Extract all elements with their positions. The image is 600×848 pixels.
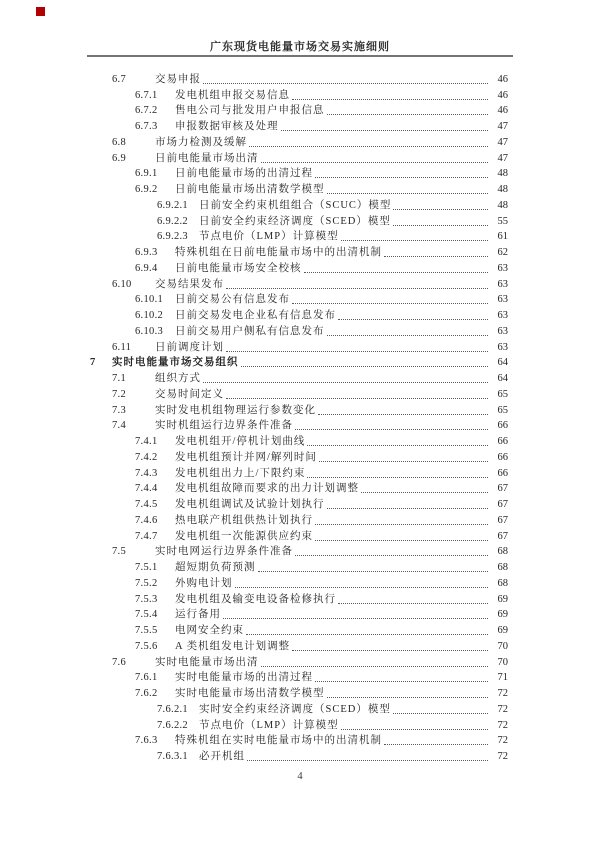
toc-entry-number: 6.9.1 — [135, 168, 158, 180]
toc-entry[interactable] — [86, 149, 508, 165]
toc-entry-page: 70 — [497, 640, 508, 652]
toc-entry-title: 特殊机组在实时电能量市场中的出清机制 — [175, 735, 382, 747]
toc-entry[interactable] — [86, 432, 508, 448]
toc-entry-number: 7.6.2.2 — [157, 719, 188, 731]
toc-entry-number: 7.4.1 — [135, 436, 158, 447]
toc-entry-title: 外购电计划 — [175, 577, 233, 589]
toc-leader-dots — [203, 83, 488, 84]
toc-entry[interactable] — [86, 369, 508, 385]
toc-entry-title: 日前调度计划 — [155, 341, 224, 353]
toc-entry[interactable] — [86, 306, 508, 322]
toc-entry[interactable] — [86, 70, 508, 86]
toc-entry-page: 69 — [497, 593, 508, 605]
toc-entry-title: 日前安全约束机组组合（SCUC）模型 — [199, 199, 392, 211]
toc-leader-dots — [327, 697, 489, 698]
toc-leader-dots — [384, 744, 488, 745]
toc-entry-number: 6.7.3 — [135, 121, 158, 132]
toc-entry-page: 72 — [497, 735, 508, 747]
toc-leader-dots — [226, 398, 488, 399]
toc-entry-number: 7.2 — [112, 388, 127, 400]
toc-entry-page: 65 — [497, 388, 508, 400]
toc-leader-dots — [327, 114, 489, 115]
toc-leader-dots — [341, 729, 488, 730]
toc-entry-number: 7.6.3 — [135, 735, 158, 747]
toc-entry-page: 68 — [497, 562, 508, 573]
toc-entry-number: 6.9 — [112, 152, 127, 164]
toc-entry[interactable] — [86, 480, 508, 496]
toc-leader-dots — [292, 99, 488, 100]
toc-entry-page: 63 — [497, 310, 508, 321]
toc-entry-page: 64 — [497, 373, 508, 384]
toc-entry-page: 48 — [497, 168, 508, 180]
toc-entry-page: 66 — [497, 451, 508, 463]
toc-entry-number: 7.4.6 — [135, 514, 158, 526]
toc-entry-page: 47 — [497, 152, 508, 164]
toc-entry-number: 7.6.2.1 — [157, 703, 188, 715]
toc-entry[interactable] — [86, 259, 508, 275]
toc-entry-page: 69 — [497, 609, 508, 621]
toc-entry-number: 7.6 — [112, 656, 127, 668]
toc-entry-page: 46 — [497, 105, 508, 117]
toc-entry-title: 申报数据审核及处理 — [175, 121, 279, 132]
toc-entry-number: 7.5.4 — [135, 609, 158, 621]
toc-entry-title: 发电机组一次能源供应约束 — [175, 530, 313, 542]
toc-entry-title: 发电机组及输变电设备检修执行 — [175, 593, 336, 605]
toc-entry-title: 日前电能量市场出清数学模型 — [175, 184, 325, 195]
toc-entry-number: 7.5.3 — [135, 593, 158, 605]
toc-entry[interactable] — [86, 275, 508, 291]
toc-entry[interactable] — [86, 291, 508, 307]
toc-entry-number: 6.11 — [112, 341, 132, 353]
toc-entry-title: 实时电网运行边界条件准备 — [155, 546, 293, 558]
toc-entry-title: 发电机组预计并网/解列时间 — [175, 451, 317, 463]
toc-entry-title: 交易结果发布 — [155, 278, 224, 290]
toc-entry[interactable] — [86, 228, 508, 244]
toc-entry-title: 日前安全约束经济调度（SCED）模型 — [199, 215, 391, 227]
toc-leader-dots — [246, 634, 488, 635]
header-divider-rule — [87, 55, 513, 57]
toc-entry-page: 55 — [497, 215, 508, 227]
toc-entry[interactable] — [86, 354, 508, 370]
toc-entry-number: 6.9.2.2 — [157, 215, 188, 227]
toc-entry-page: 68 — [497, 577, 508, 589]
toc-entry-number: 7.4.5 — [135, 499, 158, 510]
toc-entry[interactable] — [86, 653, 508, 669]
toc-entry[interactable] — [86, 716, 508, 732]
toc-leader-dots — [249, 146, 488, 147]
toc-entry-title: 特殊机组在日前电能量市场中的出清机制 — [175, 247, 382, 258]
red-stamp-marker — [36, 7, 45, 16]
toc-leader-dots — [241, 366, 489, 367]
toc-entry[interactable] — [86, 747, 508, 763]
toc-entry-number: 7.4.7 — [135, 530, 158, 542]
toc-entry-title: 市场力检测及缓解 — [155, 136, 247, 148]
toc-entry-number: 7.4.2 — [135, 451, 158, 463]
toc-entry-page: 48 — [497, 184, 508, 195]
toc-entry-title: 超短期负荷预测 — [175, 562, 256, 573]
page-number: 4 — [297, 771, 303, 782]
toc-entry-title: 运行备用 — [175, 609, 221, 621]
toc-entry[interactable] — [86, 637, 508, 653]
toc-entry-title: 实时电能量市场出清数学模型 — [175, 688, 325, 699]
toc-entry-page: 61 — [497, 231, 508, 243]
toc-entry-number: 7.5.2 — [135, 577, 158, 589]
toc-entry[interactable] — [86, 322, 508, 338]
toc-entry-number: 7.6.3.1 — [157, 751, 188, 762]
toc-entry-number: 6.7.1 — [135, 89, 158, 101]
toc-entry-title: 发电机组申报交易信息 — [175, 89, 290, 101]
toc-entry-page: 46 — [497, 73, 508, 85]
toc-leader-dots — [292, 650, 488, 651]
toc-entry[interactable] — [86, 464, 508, 480]
toc-entry[interactable] — [86, 543, 508, 559]
toc-leader-dots — [315, 177, 488, 178]
toc-entry[interactable] — [86, 212, 508, 228]
toc-entry-number: 7.5.6 — [135, 640, 158, 652]
toc-entry-number: 6.10.1 — [135, 294, 164, 306]
toc-entry-title: 发电机组开/停机计划曲线 — [175, 436, 306, 447]
toc-entry-page: 66 — [497, 467, 508, 479]
toc-leader-dots — [393, 713, 488, 714]
toc-entry-number: 6.10.2 — [135, 310, 164, 321]
toc-entry-title: 日前电能量市场安全校核 — [175, 262, 302, 274]
toc-entry-page: 67 — [497, 483, 508, 495]
toc-entry[interactable] — [86, 669, 508, 685]
toc-entry-title: 组织方式 — [155, 373, 201, 384]
toc-entry-page: 47 — [497, 136, 508, 148]
toc-leader-dots — [384, 256, 488, 257]
toc-entry[interactable] — [86, 700, 508, 716]
toc-list — [86, 70, 508, 763]
toc-entry-page: 48 — [497, 199, 508, 211]
toc-entry-title: A 类机组发电计划调整 — [175, 640, 291, 652]
toc-entry[interactable] — [86, 243, 508, 259]
toc-leader-dots — [327, 508, 489, 509]
toc-entry-page: 46 — [497, 89, 508, 101]
toc-entry-title: 日前交易发电企业私有信息发布 — [175, 310, 336, 321]
toc-entry[interactable] — [86, 102, 508, 118]
toc-leader-dots — [281, 130, 489, 131]
toc-entry-title: 实时发电机组物理运行参数变化 — [155, 404, 316, 416]
toc-entry[interactable] — [86, 165, 508, 181]
toc-entry-page: 47 — [497, 121, 508, 132]
toc-entry-title: 日前电能量市场的出清过程 — [175, 168, 313, 180]
toc-entry[interactable] — [86, 401, 508, 417]
toc-entry-page: 68 — [497, 546, 508, 558]
toc-leader-dots — [304, 272, 489, 273]
page-header-title: 广东现货电能量市场交易实施细则 — [210, 41, 390, 53]
toc-entry-page: 72 — [497, 688, 508, 699]
toc-entry[interactable] — [86, 180, 508, 196]
toc-entry-page: 72 — [497, 703, 508, 715]
toc-entry-number: 6.9.2.3 — [157, 231, 188, 243]
toc-entry-number: 6.7 — [112, 73, 127, 85]
toc-entry-number: 7.5.5 — [135, 625, 158, 636]
toc-entry-page: 62 — [497, 247, 508, 258]
toc-entry-title: 实时安全约束经济调度（SCED）模型 — [199, 703, 391, 715]
toc-leader-dots — [295, 555, 488, 556]
toc-entry[interactable] — [86, 495, 508, 511]
toc-leader-dots — [327, 193, 489, 194]
toc-leader-dots — [315, 524, 488, 525]
toc-entry-page: 67 — [497, 530, 508, 542]
toc-entry-page: 72 — [497, 719, 508, 731]
toc-entry-page: 66 — [497, 420, 508, 432]
toc-entry-page: 63 — [497, 341, 508, 353]
toc-entry-title: 发电机组调试及试验计划执行 — [175, 499, 325, 510]
toc-leader-dots — [261, 162, 489, 163]
toc-entry-number: 6.7.2 — [135, 105, 158, 117]
toc-entry-title: 日前交易用户侧私有信息发布 — [175, 325, 325, 337]
toc-leader-dots — [292, 303, 488, 304]
toc-entry-number: 6.10 — [112, 278, 132, 290]
toc-entry-page: 71 — [497, 672, 508, 684]
toc-entry-number: 7.6.1 — [135, 672, 158, 684]
toc-leader-dots — [361, 492, 488, 493]
toc-leader-dots — [338, 603, 488, 604]
toc-leader-dots — [295, 429, 488, 430]
toc-leader-dots — [319, 461, 488, 462]
toc-entry-title: 实时电能量市场出清 — [155, 656, 259, 668]
toc-entry-number: 7.1 — [112, 373, 127, 384]
toc-entry[interactable] — [86, 606, 508, 622]
toc-leader-dots — [261, 666, 489, 667]
toc-entry[interactable] — [86, 86, 508, 102]
toc-entry[interactable] — [86, 385, 508, 401]
toc-leader-dots — [393, 209, 488, 210]
toc-leader-dots — [203, 382, 488, 383]
toc-entry[interactable] — [86, 732, 508, 748]
toc-entry[interactable] — [86, 448, 508, 464]
toc-entry-page: 64 — [497, 357, 508, 369]
toc-entry-page: 63 — [497, 262, 508, 274]
toc-entry-page: 63 — [497, 294, 508, 306]
toc-leader-dots — [338, 319, 488, 320]
toc-leader-dots — [318, 414, 488, 415]
toc-entry-number: 6.9.2 — [135, 184, 158, 195]
toc-entry-title: 发电机组故障而要求的出力计划调整 — [175, 483, 359, 495]
toc-entry-number: 7.5 — [112, 546, 127, 558]
toc-entry[interactable] — [86, 196, 508, 212]
toc-leader-dots — [235, 587, 489, 588]
toc-leader-dots — [226, 351, 488, 352]
toc-leader-dots — [341, 240, 488, 241]
toc-entry-number: 7.4 — [112, 420, 127, 432]
toc-entry-number: 6.10.3 — [135, 325, 164, 337]
toc-entry-page: 69 — [497, 625, 508, 636]
toc-entry-number: 7.6.2 — [135, 688, 158, 699]
toc-entry-number: 7 — [90, 357, 96, 369]
toc-entry-number: 6.8 — [112, 136, 127, 148]
toc-entry-number: 7.5.1 — [135, 562, 158, 573]
toc-entry-title: 必开机组 — [199, 751, 245, 762]
toc-leader-dots — [315, 681, 488, 682]
toc-entry[interactable] — [86, 338, 508, 354]
toc-leader-dots — [315, 540, 488, 541]
toc-entry-title: 实时电能量市场交易组织 — [112, 357, 239, 369]
toc-entry-title: 节点电价（LMP）计算模型 — [199, 719, 339, 731]
toc-entry[interactable] — [86, 558, 508, 574]
toc-entry-title: 电网安全约束 — [175, 625, 244, 636]
toc-leader-dots — [258, 571, 489, 572]
toc-entry[interactable] — [86, 590, 508, 606]
toc-entry-title: 实时电能量市场的出清过程 — [175, 672, 313, 684]
toc-entry[interactable] — [86, 511, 508, 527]
toc-entry-number: 7.4.4 — [135, 483, 158, 495]
toc-leader-dots — [247, 760, 488, 761]
toc-leader-dots — [226, 288, 488, 289]
toc-entry-title: 交易申报 — [155, 73, 201, 85]
toc-entry-title: 节点电价（LMP）计算模型 — [199, 231, 339, 243]
toc-leader-dots — [307, 477, 488, 478]
toc-leader-dots — [393, 225, 488, 226]
toc-entry-title: 日前交易公有信息发布 — [175, 294, 290, 306]
toc-entry-title: 实时机组运行边界条件准备 — [155, 420, 293, 432]
toc-entry[interactable] — [86, 117, 508, 133]
toc-entry-title: 发电机组出力上/下限约束 — [175, 467, 306, 479]
toc-entry-page: 63 — [497, 325, 508, 337]
toc-entry-title: 交易时间定义 — [155, 388, 224, 400]
toc-entry-page: 67 — [497, 499, 508, 510]
toc-entry-page: 72 — [497, 751, 508, 762]
toc-entry-page: 65 — [497, 404, 508, 416]
toc-entry[interactable] — [86, 621, 508, 637]
toc-entry-title: 售电公司与批发用户申报信息 — [175, 105, 325, 117]
toc-entry-title: 日前电能量市场出清 — [155, 152, 259, 164]
toc-entry-number: 6.9.2.1 — [157, 199, 188, 211]
toc-entry-title: 热电联产机组供热计划执行 — [175, 514, 313, 526]
toc-leader-dots — [327, 335, 489, 336]
toc-entry-page: 66 — [497, 436, 508, 447]
toc-leader-dots — [223, 618, 488, 619]
toc-entry-page: 67 — [497, 514, 508, 526]
toc-entry[interactable] — [86, 574, 508, 590]
toc-leader-dots — [307, 445, 488, 446]
toc-entry[interactable] — [86, 684, 508, 700]
toc-entry-page: 63 — [497, 278, 508, 290]
toc-entry[interactable] — [86, 417, 508, 433]
toc-entry-number: 6.9.3 — [135, 247, 158, 258]
toc-entry[interactable] — [86, 527, 508, 543]
toc-entry[interactable] — [86, 133, 508, 149]
toc-entry-number: 6.9.4 — [135, 262, 158, 274]
toc-entry-number: 7.4.3 — [135, 467, 158, 479]
toc-entry-page: 70 — [497, 656, 508, 668]
toc-entry-number: 7.3 — [112, 404, 127, 416]
